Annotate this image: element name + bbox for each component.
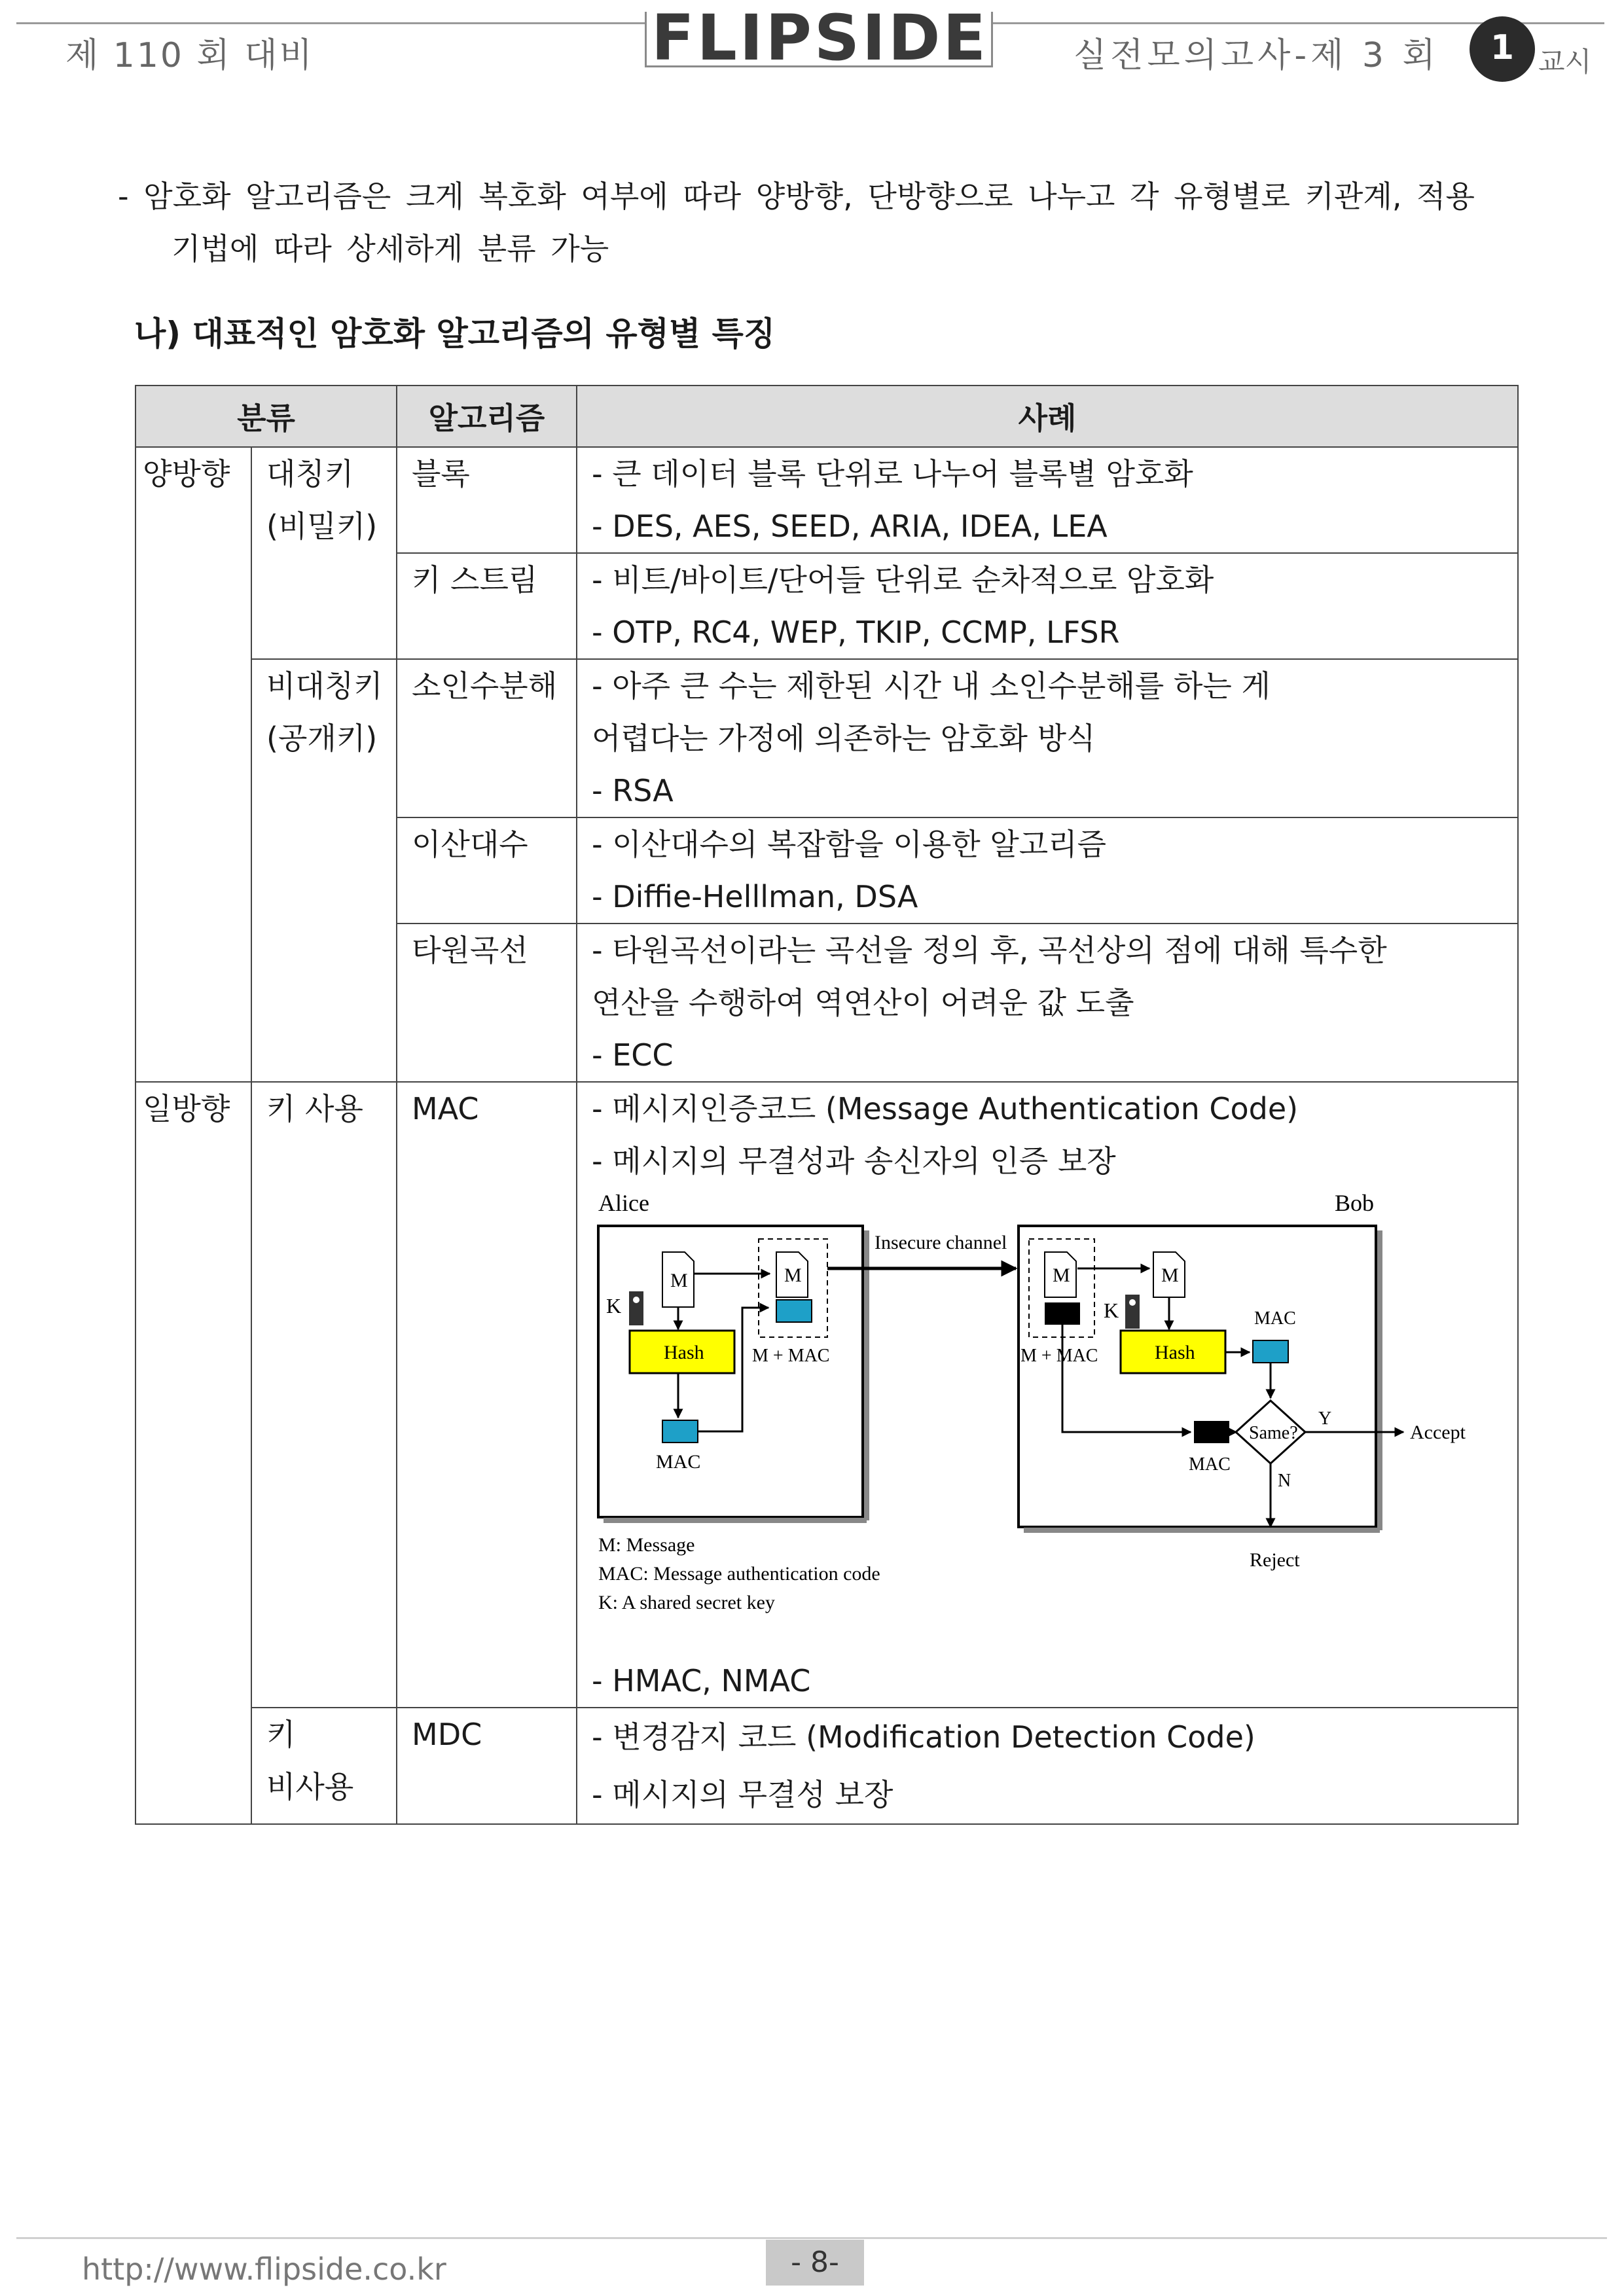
cell-alg-mac: MAC xyxy=(397,1082,577,1708)
crypto-table xyxy=(135,385,1519,1825)
section-title: 나) 대표적인 암호화 알고리즘의 유형별 특징 xyxy=(134,315,776,353)
intro-paragraph xyxy=(118,170,1519,275)
period-label: 교시 xyxy=(1538,46,1592,78)
legend-k: K: A shared secret key xyxy=(598,1592,775,1613)
intro-line-2: 기법에 따라 상세하게 분류 가능 xyxy=(171,231,609,266)
table-header-row xyxy=(135,386,1518,447)
svg-text:MAC: MAC xyxy=(1189,1454,1231,1475)
alice-label: Alice xyxy=(598,1190,649,1216)
cell-desc-mac: - 메시지인증코드 (Message Authentication Code) - 메시지의 무결성과 송신자의 인증 보장 Alice Bob M K Hash MAC M M + MAC Insecure channel M M + MAC M K Hash MAC MAC Same? Y Accept N Reject M: Message MAC: Message authentication code K: A shared secret key - HMAC, NMAC xyxy=(577,1082,1518,1708)
cell-no-key: 키 비사용 xyxy=(251,1708,397,1824)
svg-text:M: M xyxy=(1161,1265,1179,1286)
legend-m: M: Message xyxy=(598,1534,695,1556)
table-row xyxy=(135,1708,1518,1824)
cell-alg-stream: 키 스트림 xyxy=(397,553,577,659)
cell-alg-mdc: MDC xyxy=(397,1708,577,1824)
logo: FLIPSIDE xyxy=(651,1,988,75)
channel-label: Insecure channel xyxy=(875,1232,1007,1253)
key-icon xyxy=(629,1291,643,1325)
mac-box-bob xyxy=(1253,1340,1288,1363)
intro-line-1: - 암호화 알고리즘은 크게 복호화 여부에 따라 양방향, 단방향으로 나누고 각 유형별로 키관계, 적용 xyxy=(118,179,1475,214)
footer-rule xyxy=(16,2237,1607,2239)
accept-label: Accept xyxy=(1410,1422,1466,1443)
table-row xyxy=(135,447,1518,553)
received-mac-box xyxy=(1194,1421,1229,1443)
cell-desc-ecc: - 타원곡선이라는 곡선을 정의 후, 곡선상의 점에 대해 특수한 연산을 수행하여 역연산이 어려운 값 도출 - ECC xyxy=(577,924,1518,1082)
svg-text:Same?: Same? xyxy=(1249,1423,1298,1443)
cell-oneway: 일방향 xyxy=(135,1082,251,1708)
period-badge: 1 xyxy=(1470,16,1535,82)
header-examples: 사례 xyxy=(577,386,1518,447)
svg-text:N: N xyxy=(1278,1471,1291,1491)
footer-url: http://www.flipside.co.kr xyxy=(82,2251,446,2287)
page-number: - 8- xyxy=(766,2240,864,2286)
exam-label: 제 110 회 대비 xyxy=(65,36,314,75)
cell-alg-factor: 소인수분해 xyxy=(397,659,577,817)
table-row xyxy=(135,924,1518,1082)
cell-desc-factor: - 아주 큰 수는 제한된 시간 내 소인수분해를 하는 게 어렵다는 가정에 의존하는 암호화 방식 - RSA xyxy=(577,659,1518,817)
m-label: M xyxy=(670,1270,688,1291)
cell-asymmetric: 비대칭키 (공개키) xyxy=(251,659,397,817)
cell-alg-block: 블록 xyxy=(397,447,577,553)
svg-text:MAC: MAC xyxy=(1254,1308,1296,1329)
cell-desc-block: - 큰 데이터 블록 단위로 나누어 블록별 암호화 - DES, AES, SEED, ARIA, IDEA, LEA xyxy=(577,447,1518,553)
bob-label: Bob xyxy=(1335,1190,1375,1216)
exam-title: 실전모의고사-제 3 회 xyxy=(1074,36,1439,75)
cell-key-use: 키 사용 xyxy=(251,1082,397,1708)
svg-text:M: M xyxy=(1053,1265,1070,1286)
reject-label: Reject xyxy=(1250,1549,1300,1571)
table-row xyxy=(135,817,1518,924)
mac-box-alice xyxy=(662,1420,698,1443)
cell-desc-mdc: - 변경감지 코드 (Modification Detection Code) - 메시지의 무결성 보장 xyxy=(577,1708,1518,1824)
table-row xyxy=(135,659,1518,817)
cell-desc-dlog: - 이산대수의 복잡함을 이용한 알고리즘 - Diffie-Helllman, DSA xyxy=(577,817,1518,924)
svg-text:M: M xyxy=(784,1265,802,1286)
svg-text:Hash: Hash xyxy=(1155,1342,1195,1363)
header-category: 분류 xyxy=(135,386,397,447)
k-label: K xyxy=(606,1294,622,1318)
svg-text:M + MAC: M + MAC xyxy=(752,1346,830,1366)
table-row xyxy=(135,1082,1518,1708)
cell-alg-ecc: 타원곡선 xyxy=(397,924,577,1082)
cell-symmetric: 대칭키 (비밀키) xyxy=(251,447,397,553)
svg-text:MAC: MAC xyxy=(656,1451,701,1473)
cell-alg-dlog: 이산대수 xyxy=(397,817,577,924)
svg-text:Y: Y xyxy=(1318,1408,1332,1429)
header-algorithm: 알고리즘 xyxy=(397,386,577,447)
table-row xyxy=(135,553,1518,659)
svg-text:K: K xyxy=(1104,1299,1119,1322)
cell-bidirectional: 양방향 xyxy=(135,447,251,553)
header-rule-left xyxy=(16,22,645,24)
svg-text:M + MAC: M + MAC xyxy=(1020,1346,1098,1366)
mac-diagram xyxy=(592,1190,1495,1655)
legend-mac: MAC: Message authentication code xyxy=(598,1563,880,1585)
svg-text:Hash: Hash xyxy=(664,1342,704,1363)
cell-desc-stream: - 비트/바이트/단어들 단위로 순차적으로 암호화 - OTP, RC4, WEP, TKIP, CCMP, LFSR xyxy=(577,553,1518,659)
